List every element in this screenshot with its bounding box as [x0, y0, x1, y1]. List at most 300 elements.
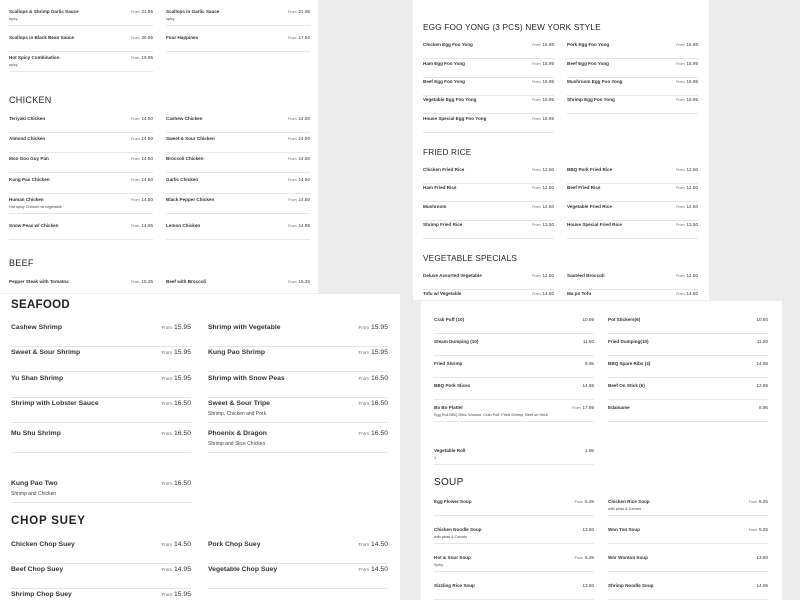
price-value: 16.50	[370, 430, 388, 437]
price-value: 10.95	[582, 317, 594, 322]
price-value: 14.50	[298, 177, 310, 182]
item-name: Shrimp Chop Suey	[11, 591, 72, 598]
price-from-label: From	[748, 500, 758, 504]
item-price	[585, 448, 594, 453]
item-divider	[166, 172, 310, 173]
menu-item-shrimp-with-snow-peas[interactable]	[208, 375, 388, 400]
price-from-label: From	[532, 43, 541, 47]
item-divider	[423, 58, 554, 59]
item-price	[288, 197, 310, 202]
price-from-label: From	[288, 198, 297, 202]
menu-item-won-ton-soup[interactable]	[608, 527, 768, 549]
menu-panel-bottom-left	[0, 294, 400, 600]
price-value: 17.50	[298, 35, 310, 40]
menu-item-shrimp-egg-foo-yong[interactable]	[567, 97, 698, 115]
item-price	[161, 541, 191, 548]
item-name: Ham Fried Rice	[423, 185, 457, 190]
section-title-egg-foo-yong: EGG FOO YONG (3 PCS) NEW YORK STYLE	[423, 23, 601, 32]
item-divider	[608, 355, 768, 356]
item-price	[288, 223, 310, 228]
price-from-label: From	[131, 178, 140, 182]
price-value: 14.95	[582, 383, 594, 388]
item-divider	[423, 183, 554, 184]
price-value: 15.25	[298, 279, 310, 284]
item-divider	[208, 588, 388, 589]
item-divider	[608, 543, 768, 544]
price-value: 12.50	[686, 185, 698, 190]
price-value: 16.50	[370, 400, 388, 407]
price-value: 20.95	[141, 35, 153, 40]
item-price	[749, 499, 768, 504]
menu-item-vegetable-egg-foo-yong[interactable]	[423, 97, 554, 115]
menu-item-hot-spicy-combination[interactable]	[9, 55, 153, 75]
item-name: Teriyaki Chicken	[9, 116, 46, 121]
item-price	[757, 583, 769, 588]
price-from-label: From	[532, 292, 541, 296]
price-from-label: From	[358, 376, 369, 381]
item-divider	[9, 239, 153, 240]
menu-item-sweet-and-sour-chicken[interactable]	[166, 136, 310, 156]
menu-item-teriyaki-chicken[interactable]	[9, 116, 153, 136]
item-name: Wor Wonton Soup	[608, 555, 648, 560]
section-title-fried-rice: FRIED RICE	[423, 148, 472, 157]
item-price	[358, 349, 388, 356]
item-name: Shrimp Fried Rice	[423, 222, 463, 227]
item-divider	[423, 289, 554, 290]
menu-item-edamame[interactable]	[608, 405, 768, 425]
item-price	[131, 156, 153, 161]
menu-panel-bottom-right	[421, 301, 782, 600]
price-value: 15.95	[173, 324, 191, 331]
menu-item-cashew-shrimp[interactable]	[11, 324, 191, 349]
price-value: 14.50	[298, 197, 310, 202]
item-name: Tofu w/ Vegetable	[423, 291, 462, 296]
menu-item-mushroom-egg-foo-yong[interactable]	[567, 79, 698, 97]
item-divider	[423, 201, 554, 202]
price-value: 5.95	[759, 405, 768, 410]
price-value: 1.95	[585, 448, 594, 453]
menu-item-human-chicken[interactable]	[9, 197, 153, 217]
price-from-label: From	[358, 431, 369, 436]
item-name: Snow Peas w/ Chicken	[9, 223, 59, 228]
item-price	[288, 9, 310, 14]
item-name: Kung Pao Shrimp	[208, 349, 266, 356]
item-divider	[423, 95, 554, 96]
menu-item-fried-dumping-10[interactable]	[608, 339, 768, 359]
price-value: 12.50	[542, 167, 554, 172]
menu-item-beef-with-broccoli[interactable]	[166, 279, 310, 295]
menu-item-sweet-and-sour-tripe[interactable]	[208, 400, 388, 425]
price-value: 14.50	[298, 116, 310, 121]
item-divider	[423, 77, 554, 78]
item-price	[676, 42, 698, 47]
price-from-label: From	[288, 117, 297, 121]
item-name: Lemon Chicken	[166, 223, 201, 228]
item-description: Shrimp and Slice Chicken	[208, 441, 266, 447]
item-name: Scallops & Shrimp Garlic Sauce	[9, 9, 79, 14]
item-price	[676, 79, 698, 84]
price-value: 14.50	[141, 116, 153, 121]
item-price	[358, 430, 388, 437]
menu-item-chicken-egg-foo-yong[interactable]	[423, 42, 554, 60]
item-name: Almond Chicken	[9, 136, 46, 141]
menu-item-kung-pao-shrimp[interactable]	[208, 349, 388, 374]
item-name: Beef On Stick (6)	[608, 383, 645, 388]
price-value: 5.25	[759, 527, 768, 532]
item-name: Garlic Chicken	[166, 177, 199, 182]
item-divider	[166, 51, 310, 52]
menu-item-ham-egg-foo-yong[interactable]	[423, 61, 554, 79]
menu-item-steam-dumping-10[interactable]	[434, 339, 594, 359]
price-value: 14.50	[141, 197, 153, 202]
menu-item-pork-egg-foo-yong[interactable]	[567, 42, 698, 60]
item-price	[131, 136, 153, 141]
item-price	[131, 55, 153, 60]
item-name: Egg Flower Soup	[434, 499, 472, 504]
item-divider	[567, 58, 698, 59]
item-price	[532, 291, 554, 296]
price-from-label: From	[131, 224, 140, 228]
item-divider	[434, 543, 594, 544]
item-name: Shrimp with Vegetable	[208, 324, 281, 331]
item-divider	[11, 563, 191, 564]
item-price	[131, 177, 153, 182]
price-from-label: From	[676, 223, 685, 227]
menu-item-bbq-pork-fried-rice[interactable]	[567, 167, 698, 185]
menu-item-crab-puff-10[interactable]	[434, 317, 594, 337]
menu-item-cashew-chicken[interactable]	[166, 116, 310, 136]
menu-item-sizzling-rice-soup[interactable]	[434, 583, 594, 600]
price-value: 16.95	[542, 116, 554, 121]
menu-item-beef-on-stick-6[interactable]	[608, 383, 768, 403]
price-from-label: From	[288, 157, 297, 161]
price-value: 13.50	[582, 583, 594, 588]
price-value: 14.95	[756, 583, 768, 588]
price-from-label: From	[532, 98, 541, 102]
item-price	[583, 527, 595, 532]
item-divider	[208, 422, 388, 423]
menu-item-black-pepper-chicken[interactable]	[166, 197, 310, 217]
price-value: 13.50	[756, 555, 768, 560]
item-divider	[11, 371, 191, 372]
menu-item-snow-peas-w-chicken[interactable]	[9, 223, 153, 243]
menu-item-pork-chop-suey[interactable]	[208, 541, 388, 566]
price-value: 14.50	[141, 156, 153, 161]
menu-item-chicken-fried-rice[interactable]	[423, 167, 554, 185]
item-name: Moo Goo Guy Pan	[9, 156, 49, 161]
menu-item-almond-chicken[interactable]	[9, 136, 153, 156]
item-name: Broccoli Chicken	[166, 156, 204, 161]
item-divider	[208, 563, 388, 564]
menu-item-saut-ed-broccoli[interactable]	[567, 273, 698, 291]
price-value: 14.95	[756, 361, 768, 366]
menu-item-chicken-chop-suey[interactable]	[11, 541, 191, 566]
price-value: 5.25	[759, 499, 768, 504]
item-price	[161, 375, 191, 382]
item-description: spicy	[9, 63, 18, 67]
item-description: Egg Roll,BBQ Ribs, Wonton, Crab Puff, Fried Shrimp, Beef on Stick	[434, 413, 548, 417]
menu-item-vegetable-chop-suey[interactable]	[208, 566, 388, 591]
menu-item-beef-chop-suey[interactable]	[11, 566, 191, 591]
item-price	[358, 566, 388, 573]
price-from-label: From	[532, 205, 541, 209]
menu-item-mushroom[interactable]	[423, 204, 554, 222]
price-value: 17.95	[582, 405, 594, 410]
menu-item-vegetable-roll[interactable]	[434, 448, 594, 468]
item-name: Vegetable Chop Suey	[208, 566, 278, 573]
item-name: Chicken Fried Rice	[423, 167, 465, 172]
item-name: Steam Dumping (10)	[434, 339, 479, 344]
item-price	[759, 405, 768, 410]
menu-item-shrimp-with-lobster-sauce[interactable]	[11, 400, 191, 425]
price-value: 15.95	[686, 42, 698, 47]
item-price	[288, 136, 310, 141]
item-price	[583, 583, 595, 588]
menu-item-house-special-fried-rice[interactable]	[567, 222, 698, 240]
menu-item-scallops-in-black-bean-sauce[interactable]	[9, 35, 153, 55]
price-from-label: From	[676, 168, 685, 172]
menu-item-lemon-chicken[interactable]	[166, 223, 310, 243]
menu-item-hot-and-sour-soup[interactable]	[434, 555, 594, 577]
item-name: Mushroom Egg Foo Yong	[567, 79, 623, 84]
item-divider	[11, 422, 191, 423]
item-name: BBQ Pork Slices	[434, 383, 471, 388]
item-divider	[423, 238, 554, 239]
price-value: 14.50	[173, 541, 191, 548]
price-value: 14.95	[141, 223, 153, 228]
item-name: BBQ Spare Ribs (4)	[608, 361, 651, 366]
menu-item-chicken-noodle-soup[interactable]	[434, 527, 594, 549]
price-from-label: From	[288, 178, 297, 182]
item-name: Chicken Noodle Soup	[434, 527, 482, 532]
item-divider	[608, 421, 768, 422]
item-name: Beef with Broccoli	[166, 279, 207, 284]
item-divider	[567, 289, 698, 290]
price-value: 8.95	[585, 361, 594, 366]
menu-item-yu-shan-shrimp[interactable]	[11, 375, 191, 400]
price-value: 14.50	[686, 291, 698, 296]
menu-item-beef-fried-rice[interactable]	[567, 185, 698, 203]
menu-item-sweet-and-sour-shrimp[interactable]	[11, 349, 191, 374]
menu-item-kung-pao-two[interactable]	[11, 480, 191, 505]
menu-item-house-special-egg-foo-yong[interactable]	[423, 116, 554, 134]
price-value: 21.95	[298, 9, 310, 14]
item-divider	[11, 346, 191, 347]
item-divider	[567, 238, 698, 239]
item-price	[161, 430, 191, 437]
section-title-soup: SOUP	[434, 477, 464, 488]
price-from-label: From	[532, 274, 541, 278]
price-value: 14.50	[370, 566, 388, 573]
menu-item-shrimp-with-vegetable[interactable]	[208, 324, 388, 349]
menu-item-fried-shrimp[interactable]	[434, 361, 594, 381]
item-divider	[608, 377, 768, 378]
menu-item-deluxe-assorted-vegetable[interactable]	[423, 273, 554, 291]
price-from-label: From	[676, 274, 685, 278]
menu-item-chicken-rice-soup[interactable]	[608, 499, 768, 521]
price-from-label: From	[131, 117, 140, 121]
item-price	[757, 317, 769, 322]
item-divider	[434, 571, 594, 572]
price-value: 15.95	[542, 61, 554, 66]
item-name: Beef Egg Foo Yong	[423, 79, 465, 84]
item-divider	[166, 239, 310, 240]
item-price	[532, 273, 554, 278]
price-value: 13.50	[582, 527, 594, 532]
price-value: 16.95	[686, 97, 698, 102]
price-from-label: From	[161, 567, 172, 572]
menu-item-scallops-and-shrimp-garlic-sauce[interactable]	[9, 9, 153, 29]
item-name: Ham Egg Foo Yong	[423, 61, 465, 66]
item-name: Edamame	[608, 405, 630, 410]
menu-item-shrimp-chop-suey[interactable]	[11, 591, 191, 600]
item-price	[757, 555, 769, 560]
item-price	[131, 9, 153, 14]
item-price	[676, 97, 698, 102]
menu-panel-top-left	[0, 0, 318, 293]
item-price	[161, 400, 191, 407]
price-from-label: From	[676, 205, 685, 209]
price-from-label: From	[676, 62, 685, 66]
price-from-label: From	[131, 36, 140, 40]
menu-item-wor-wonton-soup[interactable]	[608, 555, 768, 577]
item-divider	[434, 377, 594, 378]
section-title-beef: BEEF	[9, 258, 34, 268]
item-price	[288, 177, 310, 182]
item-name: Fried Dumping(10)	[608, 339, 649, 344]
price-from-label: From	[572, 406, 581, 410]
item-divider	[567, 95, 698, 96]
item-divider	[567, 220, 698, 221]
menu-item-moo-goo-guy-pan[interactable]	[9, 156, 153, 176]
price-value: 14.50	[141, 136, 153, 141]
menu-item-broccoli-chicken[interactable]	[166, 156, 310, 176]
price-value: 5.25	[585, 499, 594, 504]
price-value: 15.95	[370, 349, 388, 356]
item-name: Vegetable Egg Foo Yong	[423, 97, 477, 102]
item-name: Shrimp with Snow Peas	[208, 375, 285, 382]
price-value: 15.95	[542, 97, 554, 102]
menu-item-vegetable-fried-rice[interactable]	[567, 204, 698, 222]
item-price	[161, 480, 191, 487]
menu-item-beef-egg-foo-yong[interactable]	[423, 79, 554, 97]
price-from-label: From	[161, 542, 172, 547]
item-divider	[11, 452, 191, 453]
item-description: Spicy	[434, 563, 444, 567]
price-value: 15.25	[141, 279, 153, 284]
menu-item-bo-bo-platter[interactable]	[434, 405, 594, 425]
item-price	[131, 35, 153, 40]
item-name: Bo Bo Platter	[434, 405, 464, 410]
price-from-label: From	[748, 528, 758, 532]
item-price	[532, 222, 554, 227]
menu-item-four-happines[interactable]	[166, 35, 310, 55]
item-divider	[567, 77, 698, 78]
menu-item-bbq-spare-ribs-4[interactable]	[608, 361, 768, 381]
price-from-label: From	[161, 431, 172, 436]
item-price	[575, 555, 594, 560]
price-from-label: From	[532, 80, 541, 84]
price-value: 11.50	[582, 339, 594, 344]
item-divider	[11, 588, 191, 589]
item-divider	[608, 515, 768, 516]
menu-item-shrimp-noodle-soup[interactable]	[608, 583, 768, 600]
menu-item-ham-fried-rice[interactable]	[423, 185, 554, 203]
price-value: 12.50	[542, 185, 554, 190]
item-name: Beef Chop Suey	[11, 566, 64, 573]
menu-item-bbq-pork-slices[interactable]	[434, 383, 594, 403]
price-from-label: From	[676, 186, 685, 190]
menu-item-shrimp-fried-rice[interactable]	[423, 222, 554, 240]
item-price	[131, 197, 153, 202]
price-from-label: From	[161, 325, 172, 330]
item-divider	[434, 421, 594, 422]
item-divider	[11, 397, 191, 398]
menu-item-scallops-in-garlic-sauce[interactable]	[166, 9, 310, 29]
price-value: 13.50	[542, 222, 554, 227]
item-name: Beef Egg Foo Yong	[567, 61, 609, 66]
price-from-label: From	[532, 62, 541, 66]
item-divider	[11, 502, 191, 503]
price-value: 12.50	[686, 273, 698, 278]
price-value: 10.50	[756, 317, 768, 322]
price-from-label: From	[131, 157, 140, 161]
menu-item-beef-egg-foo-yong[interactable]	[567, 61, 698, 79]
item-name: Chicken Rice Soup	[608, 499, 650, 504]
item-name: Black Pepper Chicken	[166, 197, 215, 202]
price-from-label: From	[161, 350, 172, 355]
item-description: with peas & Carrots	[608, 507, 642, 511]
price-from-label: From	[161, 401, 172, 406]
menu-item-mu-shu-shrimp[interactable]	[11, 430, 191, 455]
item-divider	[608, 571, 768, 572]
menu-item-pot-stickers-6[interactable]	[608, 317, 768, 337]
menu-item-phoenix-and-dragon[interactable]	[208, 430, 388, 455]
item-name: Pork Egg Foo Yong	[567, 42, 610, 47]
section-title-chicken: CHICKEN	[9, 95, 52, 105]
price-value: 21.95	[141, 9, 153, 14]
item-name: Human Chicken	[9, 197, 44, 202]
price-value: 12.50	[686, 204, 698, 209]
price-value: 11.50	[756, 339, 768, 344]
item-name: Sweet & Sour Chicken	[166, 136, 215, 141]
item-price	[358, 375, 388, 382]
menu-item-kung-pao-chicken[interactable]	[9, 177, 153, 197]
price-from-label: From	[131, 10, 140, 14]
item-price	[676, 222, 698, 227]
item-name: Cashew Chicken	[166, 116, 203, 121]
item-name: Ma po Tofu	[567, 291, 592, 296]
item-price	[575, 499, 594, 504]
item-name: Chicken Egg Foo Yong	[423, 42, 473, 47]
price-from-label: From	[532, 168, 541, 172]
item-divider	[166, 152, 310, 153]
item-name: Phoenix & Dragon	[208, 430, 267, 437]
item-price	[757, 383, 769, 388]
item-divider	[434, 515, 594, 516]
item-price	[532, 61, 554, 66]
price-from-label: From	[676, 98, 685, 102]
price-value: 15.95	[173, 375, 191, 382]
item-price	[532, 116, 554, 121]
item-name: Beef Fried Rice	[567, 185, 601, 190]
item-price	[676, 204, 698, 209]
menu-item-garlic-chicken[interactable]	[166, 177, 310, 197]
menu-item-pepper-steak-with-tomatos[interactable]	[9, 279, 153, 295]
item-price	[288, 35, 310, 40]
item-price	[676, 291, 698, 296]
menu-item-egg-flower-soup[interactable]	[434, 499, 594, 521]
